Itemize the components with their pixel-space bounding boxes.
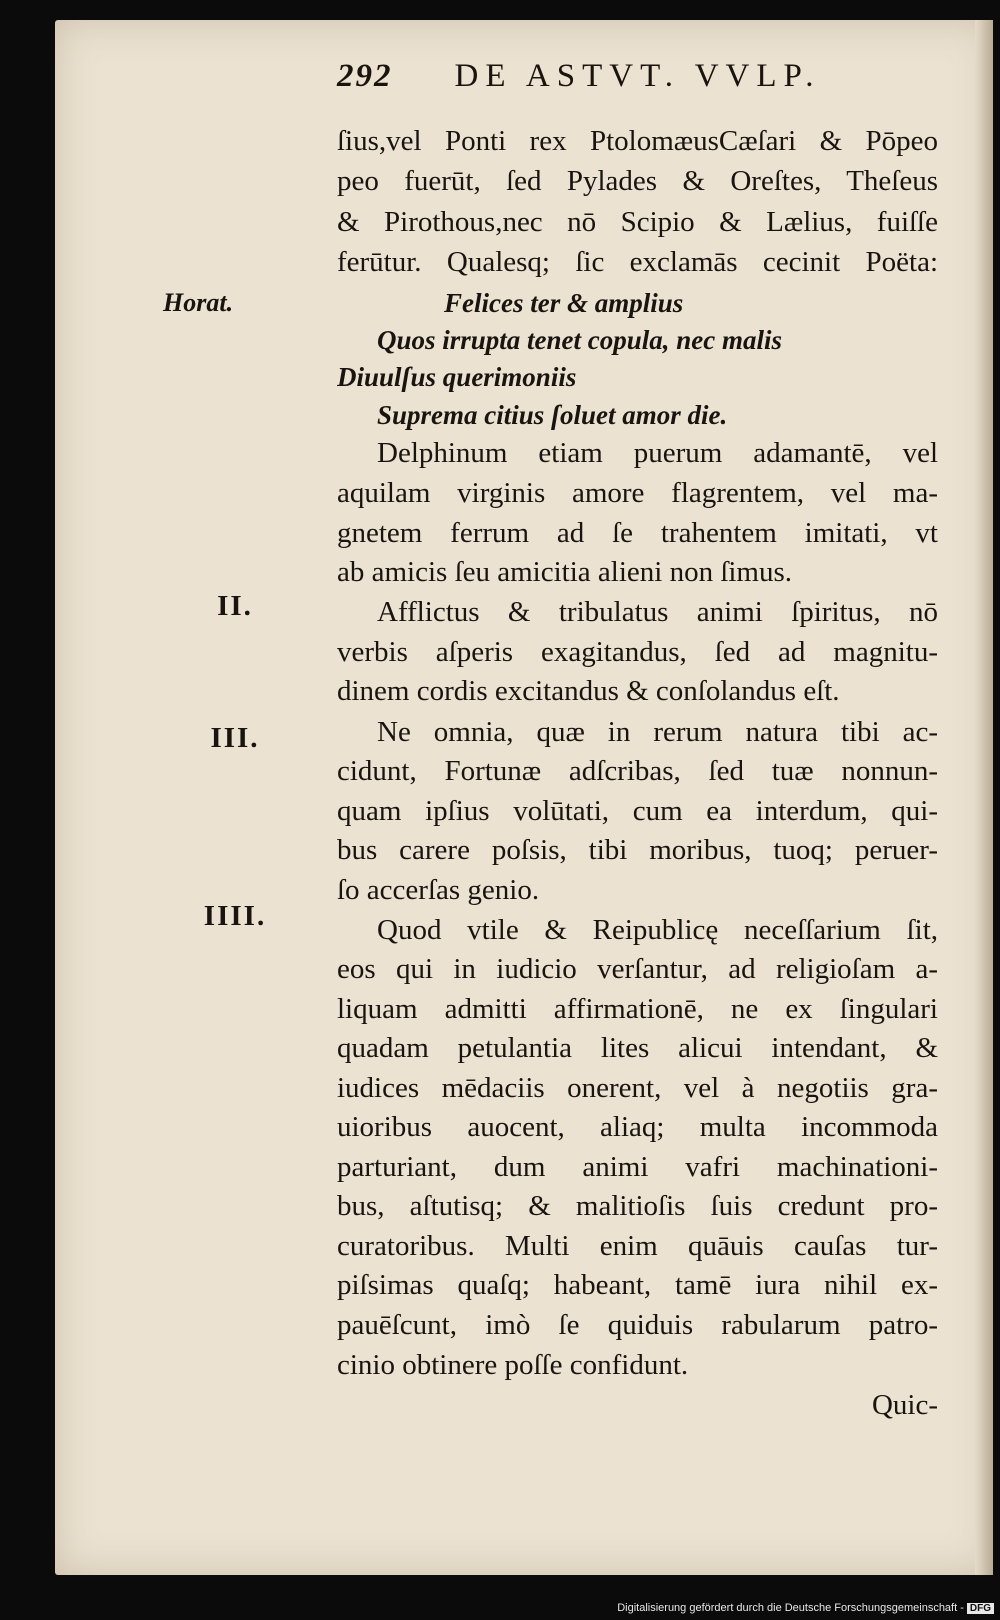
text-line: bus carere poſsis, tibi moribus, tuoq; peruer- bbox=[337, 834, 938, 866]
verse-line: Quos irrupta tenet copula, nec malis bbox=[377, 325, 783, 355]
text-line: parturiant, dum animi vafri machinationi- bbox=[337, 1151, 938, 1183]
verse-line: Suprema citius ſoluet amor die. bbox=[377, 400, 728, 430]
text-line: dinem cordis excitandus & conſolandus eſt. bbox=[337, 675, 840, 707]
text-line: cidunt, Fortunæ adſcribas, ſed tuæ nonnun- bbox=[337, 755, 938, 787]
text-line: aquilam virginis amore flagrentem, vel ma- bbox=[337, 477, 938, 509]
text-line: cinio obtinere poſſe confidunt. bbox=[337, 1349, 689, 1381]
text-line: pauēſcunt, imò ſe quiduis rabularum patro- bbox=[337, 1309, 938, 1341]
text-line: eos qui in iudicio verſantur, ad religioſam a- bbox=[337, 953, 938, 985]
text-line: iudices mēdaciis onerent, vel à negotiis gra- bbox=[337, 1072, 938, 1104]
margin-number-3: III. bbox=[210, 722, 260, 754]
margin-note-horat: Horat. bbox=[163, 288, 234, 317]
catchword: Quic- bbox=[871, 1389, 938, 1421]
text-line: ſius,vel Ponti rex PtolomæusCæſari & Pōpeo bbox=[337, 125, 938, 157]
dfg-logo: DFG bbox=[967, 1603, 994, 1614]
text-line: peo fuerūt, ſed Pylades & Oreſtes, Theſeus bbox=[337, 165, 938, 197]
text-line: Delphinum etiam puerum adamantē, vel bbox=[377, 437, 938, 469]
text-line: uioribus auocent, aliaq; multa incommoda bbox=[337, 1111, 938, 1143]
text-line: ſo accerſas genio. bbox=[337, 874, 540, 906]
digitization-footer bbox=[617, 1602, 994, 1614]
page-gutter-shadow bbox=[975, 20, 993, 1575]
text-line: & Pirothous,nec nō Scipio & Lælius, fuiſſe bbox=[337, 206, 938, 238]
verse-line: Diuulſus querimoniis bbox=[337, 362, 577, 392]
text-line: liquam admitti affirmationē, ne ex ſingulari bbox=[337, 993, 938, 1025]
page-header bbox=[337, 58, 820, 95]
page-number: 292 bbox=[337, 58, 393, 94]
margin-number-2: II. bbox=[217, 590, 253, 622]
text-line: quam ipſius volūtati, cum ea interdum, qui- bbox=[337, 795, 938, 827]
text-line: quadam petulantia lites alicui intendant, & bbox=[337, 1032, 938, 1064]
text-line: Afflictus & tribulatus animi ſpiritus, nō bbox=[377, 596, 938, 628]
text-line: Ne omnia, quæ in rerum natura tibi ac- bbox=[377, 716, 938, 748]
text-line: curatoribus. Multi enim quāuis cauſas tur- bbox=[337, 1230, 938, 1262]
footer-text: Digitalisierung gefördert durch die Deutsche Forschungsgemeinschaft - bbox=[617, 1602, 964, 1614]
text-line: bus, aſtutisq; & malitioſis ſuis credunt pro- bbox=[337, 1190, 938, 1222]
text-line: verbis aſperis exagitandus, ſed ad magnitu- bbox=[337, 636, 938, 668]
verse-line: Felices ter & amplius bbox=[444, 288, 684, 318]
text-line: Quod vtile & Reipublicę neceſſarium ſit, bbox=[377, 914, 938, 946]
text-line: ferūtur. Qualesq; ſic exclamās cecinit Poëta: bbox=[337, 246, 938, 278]
text-line: gnetem ferrum ad ſe trahentem imitati, vt bbox=[337, 517, 938, 549]
margin-number-4: IIII. bbox=[203, 900, 267, 932]
text-line: ab amicis ſeu amicitia alieni non ſimus. bbox=[337, 556, 793, 588]
text-line: piſsimas quaſq; habeant, tamē iura nihil ex- bbox=[337, 1269, 938, 1301]
running-title: DE ASTVT. VVLP. bbox=[454, 58, 821, 94]
